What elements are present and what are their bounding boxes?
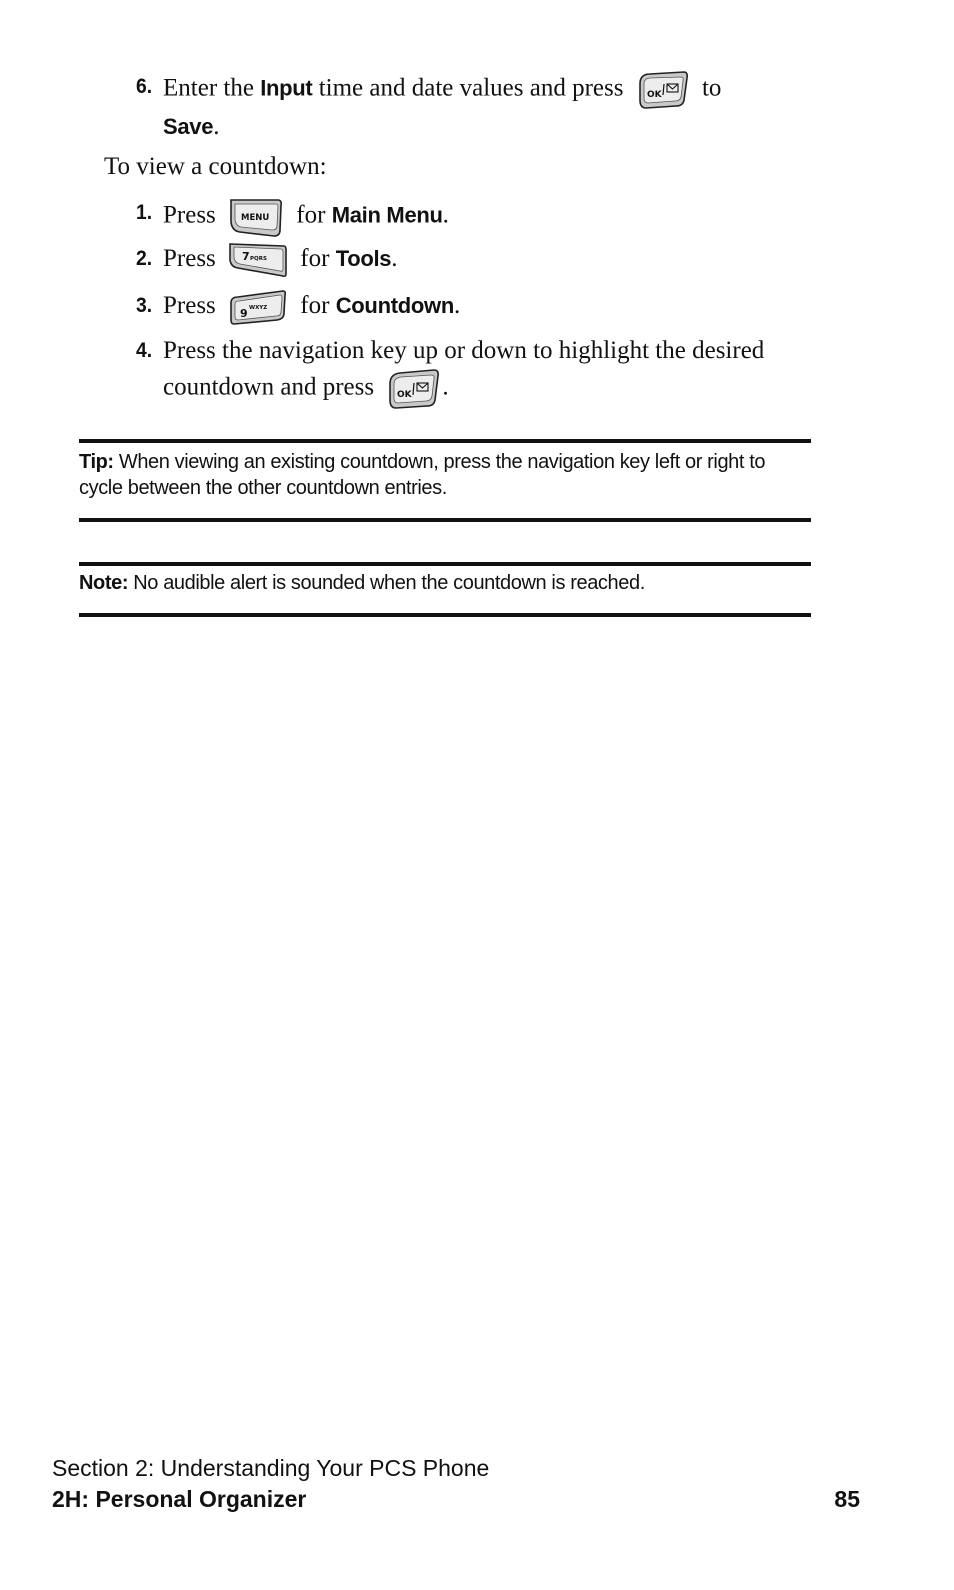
step-text: Press the navigation key up or down to highlight the desired countdown and press OK .	[163, 334, 776, 410]
step-number: 4.	[136, 339, 153, 362]
note-text: No audible alert is sounded when the countdown is reached.	[128, 572, 645, 594]
svg-text:7: 7	[242, 250, 250, 264]
seven-key-icon	[228, 242, 288, 278]
tip-bottom-rule	[79, 518, 811, 522]
step-number: 6.	[136, 75, 153, 98]
ok-key-icon	[636, 70, 690, 110]
svg-text:WXYZ: WXYZ	[249, 305, 268, 312]
svg-text:OK: OK	[646, 90, 662, 100]
step-4	[136, 334, 776, 410]
menu-key-icon	[228, 196, 284, 238]
footer-chapter: 2H: Personal Organizer	[52, 1486, 307, 1512]
tip-label: Tip:	[79, 451, 114, 473]
svg-text:PQRS: PQRS	[250, 256, 267, 263]
svg-text:OK: OK	[397, 390, 412, 400]
svg-text:9: 9	[240, 307, 248, 321]
step-text: Press 7 PQRS for Tools.	[163, 242, 796, 278]
step-number: 1.	[136, 201, 153, 224]
footer-section: Section 2: Understanding Your PCS Phone	[52, 1455, 490, 1481]
note-callout	[79, 570, 811, 596]
intro-text: To view a countdown:	[104, 153, 327, 180]
tip-text: When viewing an existing countdown, press the navigation key left or right to cycle between the other countdown entries.	[79, 451, 766, 499]
tip-top-rule	[79, 439, 811, 443]
note-label: Note:	[79, 572, 129, 594]
step-number: 2.	[136, 247, 153, 270]
step-1	[136, 196, 796, 238]
step-text: Press 9 WXYZ for Countdown.	[163, 289, 796, 325]
step-3	[136, 289, 796, 325]
note-bottom-rule	[79, 613, 811, 617]
step-text: Enter the Input time and date values and press OK to Save.	[163, 70, 796, 144]
svg-text:MENU: MENU	[241, 213, 270, 223]
step-6	[136, 70, 796, 144]
note-top-rule	[79, 562, 811, 566]
nine-key-icon	[228, 289, 288, 325]
step-number: 3.	[136, 294, 153, 317]
step-text: Press MENU for Main Menu.	[163, 196, 796, 238]
ok-key-icon	[386, 368, 442, 410]
tip-callout	[79, 449, 811, 501]
step-2	[136, 242, 796, 278]
page-number: 85	[834, 1486, 860, 1512]
